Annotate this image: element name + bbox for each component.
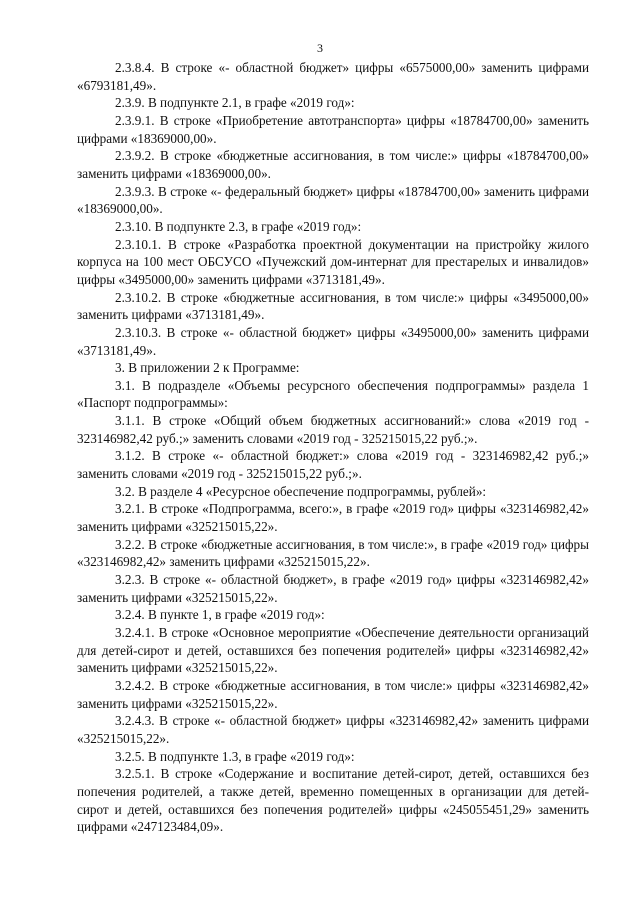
page-number: 3	[317, 41, 323, 55]
paragraph-2-3-10-2: 2.3.10.2. В строке «бюджетные ассигнования, в том числе:» цифры «3495000,00» заменить цифрами «3713181,49».	[77, 289, 589, 323]
paragraph-2-3-10-3: 2.3.10.3. В строке «- областной бюджет» цифры «3495000,00» заменить цифрами «3713181,49».	[77, 324, 589, 358]
paragraph-3-2-4-2: 3.2.4.2. В строке «бюджетные ассигнования, в том числе:» цифры «323146982,42» заменить цифрами «325215015,22».	[77, 677, 589, 711]
paragraph-2-3-9-1: 2.3.9.1. В строке «Приобретение автотранспорта» цифры «18784700,00» заменить цифрами «18369000,00».	[77, 112, 589, 146]
paragraph-2-3-9: 2.3.9. В подпункте 2.1, в графе «2019 год»:	[115, 95, 355, 111]
paragraph-3-2-4: 3.2.4. В пункте 1, в графе «2019 год»:	[115, 607, 325, 623]
paragraph-3-2-3: 3.2.3. В строке «- областной бюджет», в графе «2019 год» цифры «323146982,42» заменить цифрами «325215015,22».	[77, 572, 589, 605]
paragraph-2-3-10-1: 2.3.10.1. В строке «Разработка проектной документации на пристройку жилого корпуса на 100 мест ОБСУСО «Пучежский дом-интернат для престарелых и инвалидов» цифры «3495000,00» заменить цифрами «3713181,49».	[77, 236, 589, 287]
paragraph-3-2-4-1: 3.2.4.1. В строке «Основное мероприятие «Обеспечение деятельности организаций для детей-сирот и детей, оставшихся без попечения родителей» цифры «323146982,42» заменить цифрами «325215015,22».	[77, 625, 589, 676]
paragraph-3: 3. В приложении 2 к Программе:	[115, 360, 300, 376]
paragraph-3-2-5-1: 3.2.5.1. В строке «Содержание и воспитание детей-сирот, детей, оставшихся без попечения родителей, а также детей, временно помещенных в организации для детей-сирот и детей, оставшихся без попечения родителей» цифры «245055451,29» заменить цифрами «247123484,09».	[77, 766, 589, 835]
paragraph-3-1-1: 3.1.1. В строке «Общий объем бюджетных ассигнований:» слова «2019 год - 323146982,42 руб.;» заменить словами «2019 год - 325215015,22 руб.;».	[77, 413, 589, 446]
paragraph-2-3-10: 2.3.10. В подпункте 2.3, в графе «2019 год»:	[115, 218, 362, 234]
document-body	[77, 59, 589, 836]
paragraph-2-3-9-2: 2.3.9.2. В строке «бюджетные ассигнования, в том числе:» цифры «18784700,00» заменить цифрами «18369000,00».	[77, 148, 589, 181]
paragraph-3-2: 3.2. В разделе 4 «Ресурсное обеспечение подпрограммы, рублей»:	[115, 483, 487, 499]
paragraph-3-2-2: 3.2.2. В строке «бюджетные ассигнования, в том числе:», в графе «2019 год» цифры «323146982,42» заменить цифрами «325215015,22».	[77, 536, 589, 570]
paragraph-3-1: 3.1. В подразделе «Объемы ресурсного обеспечения подпрограммы» раздела 1 «Паспорт подпрограммы»:	[77, 377, 589, 411]
paragraph-2-3-8-4: 2.3.8.4. В строке «- областной бюджет» цифры «6575000,00» заменить цифрами «6793181,49».	[77, 60, 589, 93]
paragraph-3-1-2: 3.1.2. В строке «- областной бюджет:» слова «2019 год - 323146982,42 руб.;» заменить словами «2019 год - 325215015,22 руб.;».	[77, 448, 589, 482]
paragraph-3-2-4-3: 3.2.4.3. В строке «- областной бюджет» цифры «323146982,42» заменить цифрами «325215015,22».	[77, 713, 589, 746]
paragraph-2-3-9-3: 2.3.9.3. В строке «- федеральный бюджет» цифры «18784700,00» заменить цифрами «18369000,00».	[77, 183, 589, 217]
paragraph-3-2-1: 3.2.1. В строке «Подпрограмма, всего:», в графе «2019 год» цифры «323146982,42» заменить цифрами «325215015,22».	[77, 501, 589, 535]
paragraph-3-2-5: 3.2.5. В подпункте 1.3, в графе «2019 год»:	[115, 748, 355, 764]
